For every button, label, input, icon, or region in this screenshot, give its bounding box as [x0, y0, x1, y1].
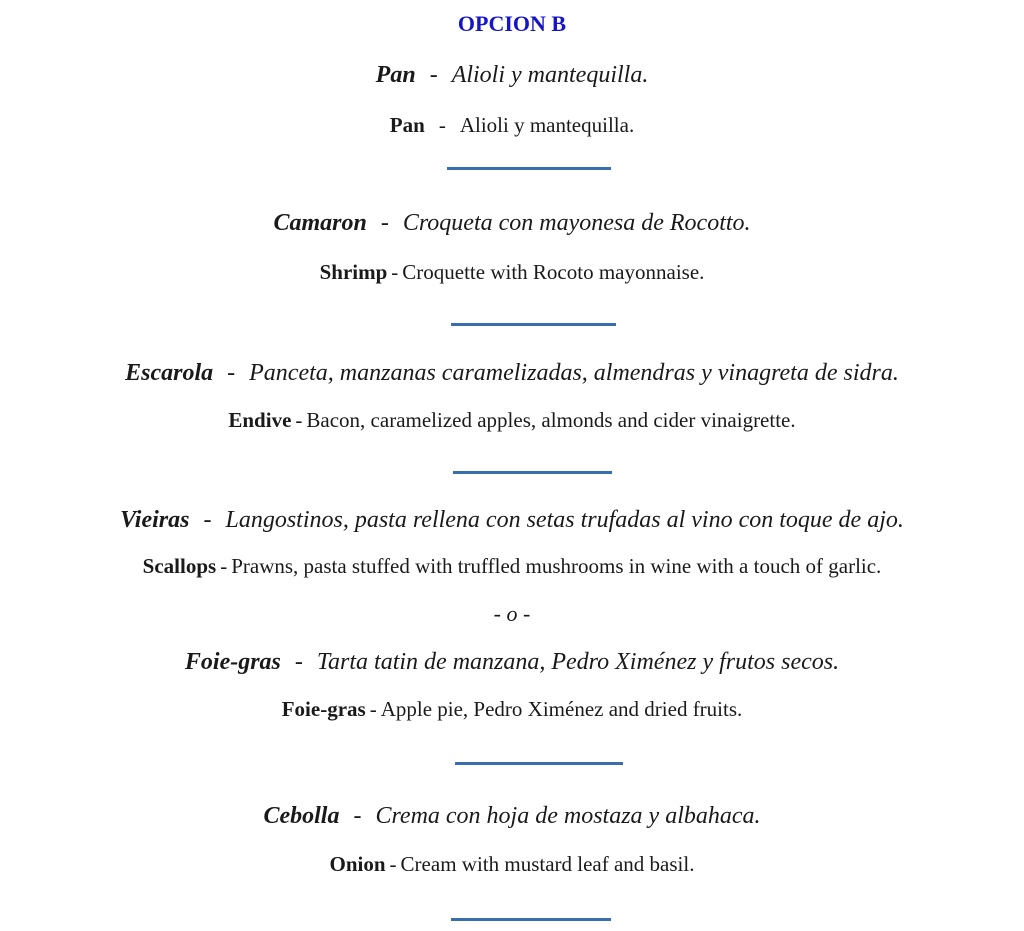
- course-es-name: Escarola: [125, 360, 214, 386]
- dash: -: [369, 697, 377, 721]
- course-es-name: Vieiras: [120, 507, 190, 533]
- dash: -: [389, 852, 397, 876]
- dash: -: [438, 113, 446, 137]
- dash: -: [220, 554, 228, 578]
- course-en-line: [0, 259, 1024, 285]
- course-en-name: Foie-gras: [281, 697, 366, 721]
- course-en-line: [0, 553, 1024, 579]
- section-divider: [453, 471, 612, 474]
- section-divider: [451, 323, 616, 326]
- course-en-name: Shrimp: [319, 260, 388, 284]
- course-es-desc: Panceta, manzanas caramelizadas, almendras y vinagreta de sidra.: [249, 360, 899, 386]
- course-es-desc: Alioli y mantequilla.: [451, 62, 649, 88]
- course-en-name: Onion: [329, 852, 386, 876]
- course-en-name: Scallops: [142, 554, 217, 578]
- course-en-line: [0, 696, 1024, 722]
- course-es-desc: Langostinos, pasta rellena con setas trufadas al vino con toque de ajo.: [225, 507, 904, 533]
- course-en-desc: Croquette with Rocoto mayonnaise.: [402, 260, 705, 284]
- course-en-desc: Alioli y mantequilla.: [459, 113, 635, 137]
- course-es-name: Foie-gras: [184, 649, 281, 675]
- course-es-line: [0, 505, 1024, 535]
- dash: -: [203, 507, 212, 533]
- dash: -: [295, 408, 303, 432]
- course-en-desc: Bacon, caramelized apples, almonds and cider vinaigrette.: [306, 408, 796, 432]
- course-es-line: [0, 801, 1024, 831]
- course-en-line: [0, 407, 1024, 433]
- course-es-name: Pan: [375, 62, 416, 88]
- course-es-line: [0, 647, 1024, 677]
- or-separator: - o -: [493, 601, 531, 626]
- course-es-line: [0, 208, 1024, 238]
- dash: -: [353, 803, 362, 829]
- section-divider: [451, 918, 611, 921]
- course-es-line: [0, 60, 1024, 90]
- course-es-desc: Tarta tatin de manzana, Pedro Ximénez y frutos secos.: [316, 649, 840, 675]
- menu-heading: OPCION B: [457, 11, 567, 36]
- dash: -: [294, 649, 303, 675]
- section-divider: [447, 167, 611, 170]
- course-en-name: Pan: [389, 113, 425, 137]
- course-en-desc: Apple pie, Pedro Ximénez and dried fruits.: [380, 697, 743, 721]
- course-en-desc: Prawns, pasta stuffed with truffled mushrooms in wine with a touch of garlic.: [231, 554, 882, 578]
- course-en-desc: Cream with mustard leaf and basil.: [400, 852, 695, 876]
- course-es-desc: Croqueta con mayonesa de Rocotto.: [402, 210, 751, 236]
- course-en-name: Endive: [228, 408, 292, 432]
- dash: -: [391, 260, 399, 284]
- course-es-name: Camaron: [273, 210, 367, 236]
- course-es-name: Cebolla: [263, 803, 340, 829]
- course-en-line: [0, 112, 1024, 138]
- dash: -: [380, 210, 389, 236]
- section-divider: [455, 762, 623, 765]
- dash: -: [429, 62, 438, 88]
- course-es-desc: Crema con hoja de mostaza y albahaca.: [375, 803, 761, 829]
- dash: -: [227, 360, 236, 386]
- course-es-line: [0, 358, 1024, 388]
- course-en-line: [0, 851, 1024, 877]
